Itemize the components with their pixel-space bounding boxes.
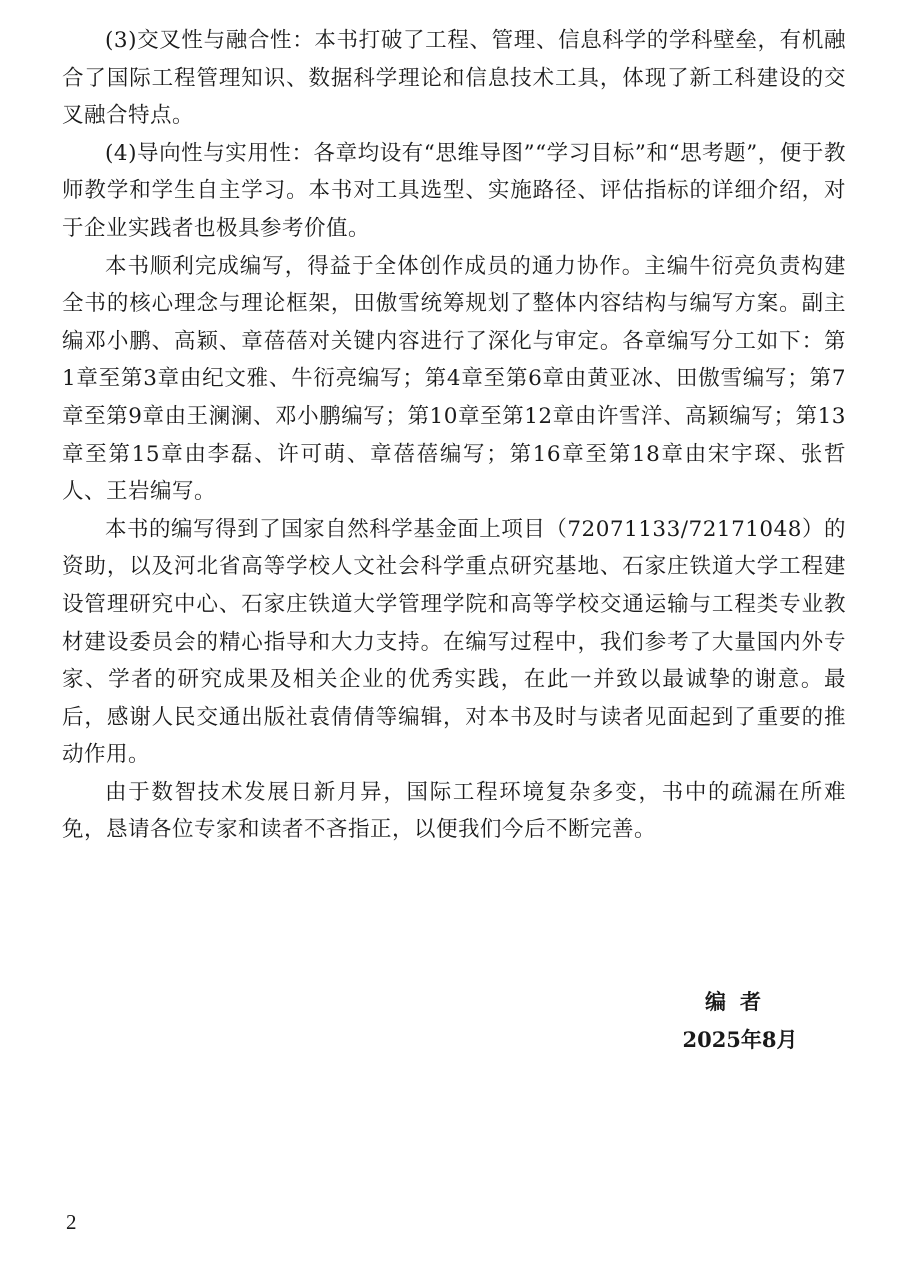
paragraph-authorship: 本书顺利完成编写，得益于全体创作成员的通力协作。主编牛衍亮负责构建全书的核心理念与理论框架，田傲雪统筹规划了整体内容结构与编写方案。副主编邓小鹏、高颖、章蓓蓓对关键内容进行了深化与审定。各章编写分工如下：第1章至第3章由纪文雅、牛衍亮编写；第4章至第6章由黄亚冰、田傲雪编写；第7章至第9章由王澜澜、邓小鹏编写；第10章至第12章由许雪洋、高颖编写；第13章至第15章由李磊、许可萌、章蓓蓓编写；第16章至第18章由宋宇琛、张哲人、王岩编写。 xyxy=(62,253,846,505)
signature-author: 编者 xyxy=(705,989,775,1014)
paragraph-acknowledgements: 本书的编写得到了国家自然科学基金面上项目（72071133/72171048）的资助，以及河北省高等学校人文社会科学重点研究基地、石家庄铁道大学工程建设管理研究中心、石家庄铁道大学管理学院和高等学校交通运输与工程类专业教材建设委员会的精心指导和大力支持。在编写过程中，我们参考了大量国内外专家、学者的研究成果及相关企业的优秀实践，在此一并致以最诚挚的谢意。最后，感谢人民交通出版社袁倩倩等编辑，对本书及时与读者见面起到了重要的推动作用。 xyxy=(62,516,846,768)
paragraph-feature-4: (4)导向性与实用性：各章均设有“思维导图”“学习目标”和“思考题”，便于教师教学和学生自主学习。本书对工具选型、实施路径、评估指标的详细介绍，对于企业实践者也极具参考价值。 xyxy=(62,140,846,241)
page-number: 2 xyxy=(66,1210,77,1234)
preface-body xyxy=(62,22,846,849)
paragraph-feature-3: (3)交叉性与融合性：本书打破了工程、管理、信息科学的学科壁垒，有机融合了国际工程管理知识、数据科学理论和信息技术工具，体现了新工科建设的交叉融合特点。 xyxy=(62,28,846,129)
signature-date: 2025年8月 xyxy=(682,1027,798,1052)
paragraph-closing: 由于数智技术发展日新月异，国际工程环境复杂多变，书中的疏漏在所难免，恳请各位专家和读者不吝指正，以便我们今后不断完善。 xyxy=(62,779,846,843)
signature-block xyxy=(640,985,840,1057)
